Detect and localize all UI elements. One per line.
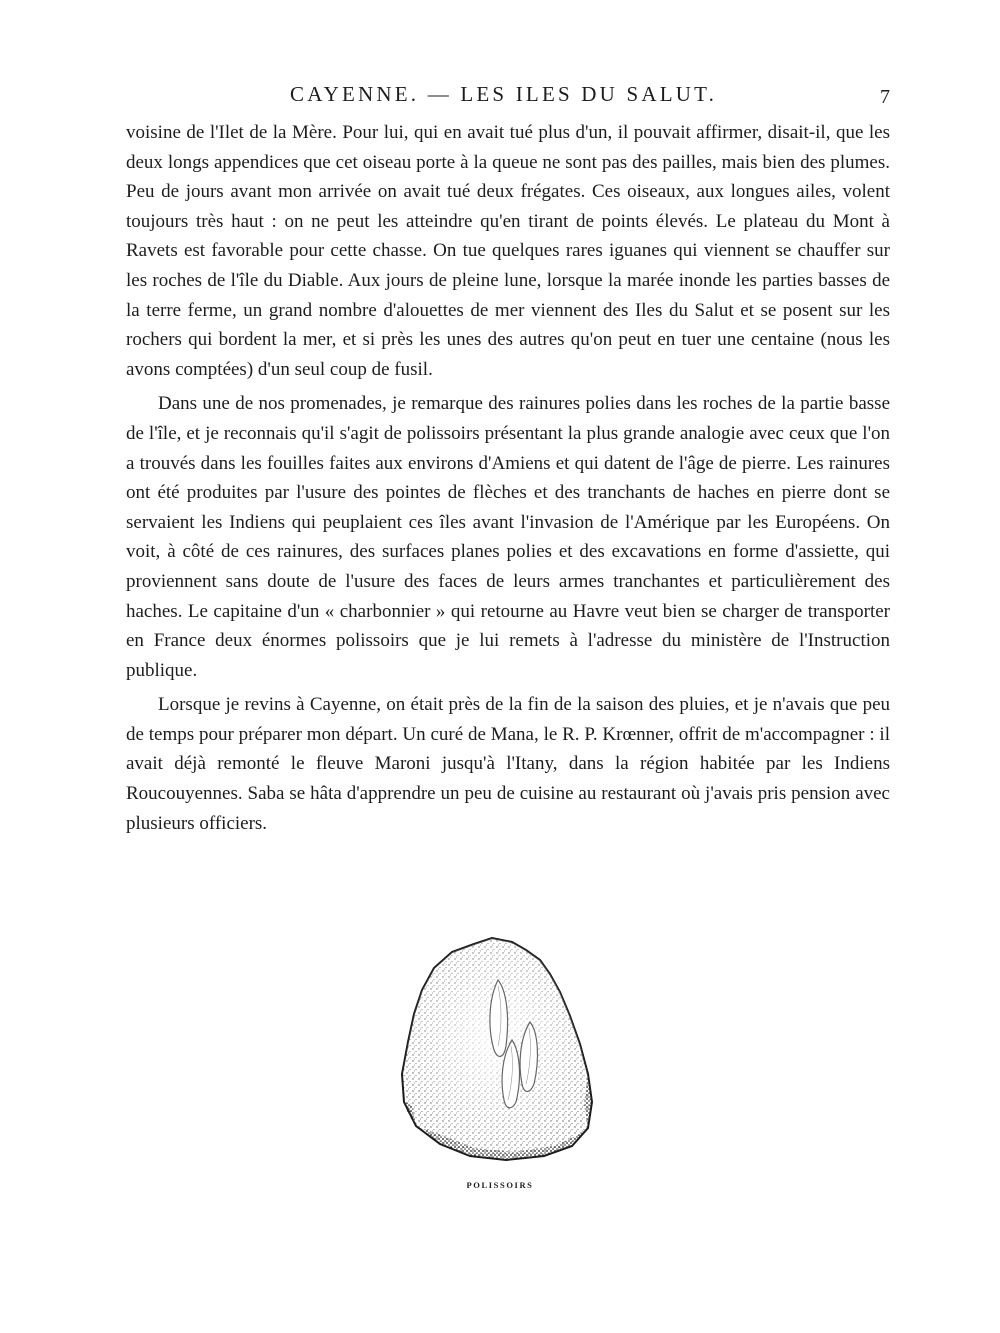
running-title: CAYENNE. — LES ILES DU SALUT. [290, 82, 718, 106]
paragraph-departure: Lorsque je revins à Cayenne, on était près de la fin de la saison des pluies, et je n'avais que peu de temps pour préparer mon départ. Un curé de Mana, le R. P. Krœnner, offrit de m'accompagner : il avait déjà remonté le fleuve Maroni jusqu'à l'Itany, dans la région habitée par les Indiens Roucouyennes. Saba se hâta d'apprendre un peu de cuisine au restaurant où j'avais pris pension avec plusieurs officiers. [126, 694, 890, 834]
running-head [126, 82, 890, 112]
figure-caption: POLISSOIRS [466, 1180, 534, 1190]
paragraph-continuation: voisine de l'Ilet de la Mère. Pour lui, qui en avait tué plus d'un, il pouvait affirmer, disait-il, que les deux longs appendices que cet oiseau porte à la queue ne sont pas des pailles, mais bien des plumes. Peu de jours avant mon arrivée on avait tué deux frégates. Ces oiseaux, aux longues ailes, volent toujours très haut : on ne peut les atteindre qu'en tirant de points élevés. Le plateau du Mont à Ravets est favorable pour cette chasse. On tue quelques rares iguanes qui viennent se chauffer sur les roches de l'île du Diable. Aux jours de pleine lune, lorsque la marée inonde les parties basses de la terre ferme, un grand nombre d'alouettes de mer viennent des Iles du Salut et se posent sur les rochers qui bordent la mer, et si près les unes des autres qu'on peut en tuer une centaine (nous les avons comptées) d'un seul coup de fusil. [126, 122, 890, 380]
page-number: 7 [880, 86, 890, 108]
paragraph-polissoirs: Dans une de nos promenades, je remarque des rainures polies dans les roches de la partie basse de l'île, et je reconnais qu'il s'agit de polissoirs présentant la plus grande analogie avec ceux que l'on a trouvés dans les fouilles faites aux environs d'Amiens et qui datent de l'âge de pierre. Les rainures ont été produites par l'usure des pointes de flèches et des tranchants de haches en pierre dont se servaient les Indiens qui peuplaient ces îles avant l'invasion de l'Amérique par les Européens. On voit, à côté de ces rainures, des surfaces planes polies et des excavations en forme d'assiette, qui proviennent sans doute de l'usure des faces de leurs armes tranchantes et particulièrement des haches. Le capitaine d'un « charbonnier » qui retourne au Havre veut bien se charger de transporter en France deux énormes polissoirs que je lui remets à l'adresse du ministère de l'Instruction publique. [126, 393, 890, 681]
body-text [126, 118, 890, 843]
polissoir-stone-illustration [394, 934, 598, 1162]
